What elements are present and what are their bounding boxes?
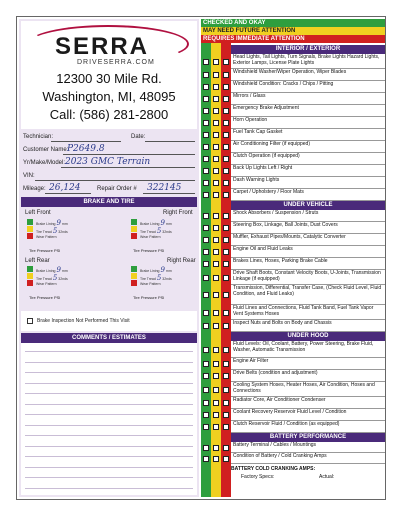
under-hood-item: Drive Belts (condition and adjustment) — [231, 370, 385, 382]
logo-text: SERRA — [55, 33, 150, 60]
interior-yellow-checkbox[interactable] — [213, 192, 219, 198]
left-front-label: Left Front — [25, 210, 51, 216]
under-vehicle-item: Engine Oil and Fluid Leaks — [231, 246, 385, 258]
lf-yellow-swatch[interactable] — [27, 226, 33, 232]
rf-tread-label: Tire Tread — [140, 230, 156, 234]
rf-green-swatch[interactable] — [131, 219, 137, 225]
date-label: Date: — [131, 134, 146, 140]
interior-item: Dash Warning Lights — [231, 177, 385, 189]
interior-item: Back Up Lights Left / Right — [231, 165, 385, 177]
under-vehicle-green-checkbox[interactable] — [203, 249, 209, 255]
interior-red-checkbox[interactable] — [223, 84, 229, 90]
under-hood-red-checkbox[interactable] — [223, 373, 229, 379]
under-vehicle-green-checkbox[interactable] — [203, 261, 209, 267]
rr-tread-value[interactable]: 5 — [156, 274, 162, 282]
interior-yellow-checkbox[interactable] — [213, 180, 219, 186]
comment-line — [25, 488, 193, 489]
interior-yellow-checkbox[interactable] — [213, 168, 219, 174]
left-rear-label: Left Rear — [25, 258, 50, 264]
address-city: Washington, MI, 48095 — [21, 89, 197, 107]
under-vehicle-red-checkbox[interactable] — [223, 261, 229, 267]
interior-yellow-checkbox[interactable] — [213, 132, 219, 138]
rr-brake-label: Brake Lining — [140, 269, 160, 273]
battery-yellow-checkbox[interactable] — [213, 445, 219, 451]
lf-brake-value[interactable]: 9 — [56, 219, 61, 227]
under-vehicle-yellow-checkbox[interactable] — [213, 261, 219, 267]
lr-tread-unit: 32nds — [58, 277, 68, 281]
lf-wheel-box — [27, 219, 87, 247]
right-rear-label: Right Rear — [167, 258, 196, 264]
under-hood-green-checkbox[interactable] — [203, 347, 209, 353]
right-column — [201, 19, 385, 497]
lr-green-swatch[interactable] — [27, 266, 33, 272]
under-hood-item: Fluid Levels: Oil, Coolant, Battery, Power Steering, Brake Fluid, Washer, Automatic Transmission — [231, 341, 385, 358]
rf-red-swatch[interactable] — [131, 233, 137, 239]
mileage-row — [21, 183, 197, 196]
lf-brake-label: Brake Lining — [36, 222, 56, 226]
interior-yellow-checkbox[interactable] — [213, 84, 219, 90]
left-column — [19, 19, 199, 497]
interior-item: Windshield Condition: Cracks / Chips / Pitting — [231, 81, 385, 93]
under-hood-green-checkbox[interactable] — [203, 373, 209, 379]
comment-line — [25, 435, 193, 436]
interior-yellow-checkbox[interactable] — [213, 120, 219, 126]
right-front-label: Right Front — [163, 210, 193, 216]
under-vehicle-red-checkbox[interactable] — [223, 225, 229, 231]
cca-label: BATTERY COLD CRANKING AMPS: — [231, 466, 316, 472]
rr-yellow-swatch[interactable] — [131, 273, 137, 279]
comment-line — [25, 414, 193, 415]
customer-label: Customer Name: — [23, 147, 69, 153]
under-hood-item: Coolant Recovery Reservoir Fluid Level / Condition — [231, 409, 385, 421]
rf-wear-label: Wear Pattern — [140, 235, 161, 239]
repair-order-label: Repair Order # — [97, 186, 137, 192]
rr-pressure-label: Tire Pressure PSI — [133, 295, 165, 300]
customer-row — [21, 144, 197, 157]
rf-pressure-label: Tire Pressure PSI — [133, 248, 165, 253]
lr-red-swatch[interactable] — [27, 280, 33, 286]
interior-green-checkbox[interactable] — [203, 180, 209, 186]
lr-brake-unit: mm — [61, 269, 68, 273]
under-vehicle-item: Transmission, Differential, Transfer Case, (Check Fluid Level, Fluid Condition, and Fluid Leaks) — [231, 285, 385, 305]
vin-label: VIN: — [23, 173, 35, 179]
interior-red-checkbox[interactable] — [223, 132, 229, 138]
rf-tread-unit: 32nds — [162, 230, 172, 234]
comment-line — [25, 383, 193, 384]
technician-row — [21, 131, 197, 144]
under-vehicle-green-checkbox[interactable] — [203, 237, 209, 243]
under-hood-green-checkbox[interactable] — [203, 387, 209, 393]
interior-yellow-checkbox[interactable] — [213, 156, 219, 162]
battery-green-checkbox[interactable] — [203, 456, 209, 462]
under-hood-red-checkbox[interactable] — [223, 361, 229, 367]
rr-brake-unit: mm — [165, 269, 172, 273]
under-vehicle-yellow-checkbox[interactable] — [213, 249, 219, 255]
under-vehicle-red-checkbox[interactable] — [223, 249, 229, 255]
interior-green-checkbox[interactable] — [203, 120, 209, 126]
comment-line — [25, 351, 193, 352]
under-vehicle-yellow-checkbox[interactable] — [213, 292, 219, 298]
under-vehicle-item: Drive Shaft Boots, Constant Velocity Boots, U-Joints, Transmission Linkage (if equipped) — [231, 270, 385, 285]
comment-line — [25, 477, 193, 478]
interior-green-checkbox[interactable] — [203, 144, 209, 150]
logo-url: DRIVESERRA.COM — [77, 59, 155, 66]
under-hood-red-checkbox[interactable] — [223, 412, 229, 418]
battery-item: Condition of Battery / Cold Cranking Amps — [231, 453, 385, 464]
under-vehicle-green-checkbox[interactable] — [203, 323, 209, 329]
under-hood-red-checkbox[interactable] — [223, 347, 229, 353]
under-hood-green-checkbox[interactable] — [203, 361, 209, 367]
brake-not-performed-label: Brake Inspection Not Performed This Visit — [37, 318, 130, 324]
comment-line — [25, 393, 193, 394]
brake-tire-header: BRAKE AND TIRE — [21, 197, 197, 207]
inspection-form — [16, 16, 386, 500]
interior-red-checkbox[interactable] — [223, 96, 229, 102]
under-vehicle-red-checkbox[interactable] — [223, 292, 229, 298]
interior-red-checkbox[interactable] — [223, 156, 229, 162]
interior-yellow-checkbox[interactable] — [213, 108, 219, 114]
under-vehicle-header: UNDER VEHICLE — [231, 201, 385, 210]
under-hood-yellow-checkbox[interactable] — [213, 424, 219, 430]
under-hood-yellow-checkbox[interactable] — [213, 361, 219, 367]
interior-green-checkbox[interactable] — [203, 168, 209, 174]
logo — [21, 21, 197, 71]
under-vehicle-yellow-checkbox[interactable] — [213, 323, 219, 329]
interior-green-checkbox[interactable] — [203, 156, 209, 162]
interior-yellow-checkbox[interactable] — [213, 96, 219, 102]
ymm-label: Yr/Make/Model: — [23, 160, 66, 166]
under-vehicle-green-checkbox[interactable] — [203, 310, 209, 316]
address-street: 12300 30 Mile Rd. — [21, 71, 197, 89]
interior-item: Mirrors / Glass — [231, 93, 385, 105]
rf-brake-unit: mm — [165, 222, 172, 226]
battery-red-checkbox[interactable] — [223, 445, 229, 451]
battery-red-checkbox[interactable] — [223, 456, 229, 462]
interior-red-checkbox[interactable] — [223, 168, 229, 174]
under-vehicle-green-checkbox[interactable] — [203, 275, 209, 281]
rr-brake-value[interactable]: 9 — [160, 266, 165, 274]
interior-green-checkbox[interactable] — [203, 108, 209, 114]
comment-line — [25, 404, 193, 405]
under-hood-item: Radiator Core, Air Conditioner Condenser — [231, 397, 385, 409]
interior-item: Air Conditioning Filter (if equipped) — [231, 141, 385, 153]
battery-yellow-checkbox[interactable] — [213, 456, 219, 462]
under-hood-green-checkbox[interactable] — [203, 412, 209, 418]
comments-header: COMMENTS / ESTIMATES — [21, 333, 197, 343]
under-hood-yellow-checkbox[interactable] — [213, 412, 219, 418]
under-hood-item: Engine Air Filter — [231, 358, 385, 370]
lf-green-swatch[interactable] — [27, 219, 33, 225]
under-hood-yellow-checkbox[interactable] — [213, 400, 219, 406]
under-vehicle-item: Muffler, Exhaust Pipes/Mounts, Catalytic Converter — [231, 234, 385, 246]
lr-tread-value[interactable]: 5 — [52, 274, 58, 282]
battery-green-checkbox[interactable] — [203, 445, 209, 451]
rr-wheel-box — [131, 266, 191, 294]
lf-tread-label: Tire Tread — [36, 230, 52, 234]
rf-yellow-swatch[interactable] — [131, 226, 137, 232]
legend-yellow: MAY NEED FUTURE ATTENTION — [201, 27, 385, 35]
lr-brake-value[interactable]: 9 — [56, 266, 61, 274]
rf-wheel-box — [131, 219, 191, 247]
phone: Call: (586) 281-2800 — [21, 107, 197, 129]
lf-red-swatch[interactable] — [27, 233, 33, 239]
comment-line — [25, 467, 193, 468]
under-vehicle-yellow-checkbox[interactable] — [213, 275, 219, 281]
under-vehicle-red-checkbox[interactable] — [223, 237, 229, 243]
vin-row — [21, 170, 197, 183]
rr-wear-label: Wear Pattern — [140, 282, 161, 286]
mileage-value[interactable]: 26,124 — [49, 183, 81, 193]
legend-red: REQUIRES IMMEDIATE ATTENTION — [201, 35, 385, 43]
customer-value[interactable]: P2649.8 — [67, 144, 105, 154]
lf-pressure-label: Tire Pressure PSI — [29, 248, 61, 253]
comment-line — [25, 456, 193, 457]
rf-brake-value[interactable]: 9 — [160, 219, 165, 227]
interior-red-checkbox[interactable] — [223, 108, 229, 114]
under-hood-yellow-checkbox[interactable] — [213, 387, 219, 393]
ymm-value[interactable]: 2023 GMC Terrain — [65, 157, 151, 167]
interior-green-checkbox[interactable] — [203, 96, 209, 102]
interior-item: Head Lights, Tail Lights, Turn Signals, Brake Lights Hazard Lights, Exterior Lamps, License Plate Lights — [231, 54, 385, 69]
interior-green-checkbox[interactable] — [203, 132, 209, 138]
under-vehicle-red-checkbox[interactable] — [223, 275, 229, 281]
interior-item: Horn Operation — [231, 117, 385, 129]
lf-brake-unit: mm — [61, 222, 68, 226]
under-vehicle-green-checkbox[interactable] — [203, 292, 209, 298]
interior-green-checkbox[interactable] — [203, 192, 209, 198]
brake-not-performed-row — [21, 311, 197, 331]
comment-line — [25, 446, 193, 447]
under-vehicle-item: Steering Box, Linkage, Ball Joints, Dust Covers — [231, 222, 385, 234]
interior-green-checkbox[interactable] — [203, 59, 209, 65]
under-hood-red-checkbox[interactable] — [223, 387, 229, 393]
interior-item: Windshield Washer/Wiper Operation, Wiper Blades — [231, 69, 385, 81]
interior-item: Emergency Brake Adjustment — [231, 105, 385, 117]
under-vehicle-red-checkbox[interactable] — [223, 310, 229, 316]
under-vehicle-item: Fluid Lines and Connections, Fluid Tank Band, Fuel Tank Vapor Vent Systems Hoses — [231, 305, 385, 320]
under-hood-red-checkbox[interactable] — [223, 400, 229, 406]
lr-brake-label: Brake Lining — [36, 269, 56, 273]
under-hood-header: UNDER HOOD — [231, 332, 385, 341]
under-vehicle-yellow-checkbox[interactable] — [213, 310, 219, 316]
rr-red-swatch[interactable] — [131, 280, 137, 286]
interior-green-checkbox[interactable] — [203, 72, 209, 78]
interior-green-checkbox[interactable] — [203, 84, 209, 90]
interior-yellow-checkbox[interactable] — [213, 72, 219, 78]
factory-specs-label: Factory Specs: — [241, 474, 275, 480]
lr-wheel-box — [27, 266, 87, 294]
interior-exterior-header: INTERIOR / EXTERIOR — [231, 45, 385, 54]
interior-yellow-checkbox[interactable] — [213, 59, 219, 65]
interior-red-checkbox[interactable] — [223, 180, 229, 186]
interior-red-checkbox[interactable] — [223, 72, 229, 78]
interior-red-checkbox[interactable] — [223, 144, 229, 150]
lf-wear-label: Wear Pattern — [36, 235, 57, 239]
lr-tread-label: Tire Tread — [36, 277, 52, 281]
under-hood-item: Clutch Reservoir Fluid / Condition (as equipped) — [231, 421, 385, 433]
under-vehicle-green-checkbox[interactable] — [203, 213, 209, 219]
rr-tread-label: Tire Tread — [140, 277, 156, 281]
interior-item: Carpet / Upholstery / Floor Mats — [231, 189, 385, 201]
interior-item: Fuel Tank Cap Gasket — [231, 129, 385, 141]
under-hood-green-checkbox[interactable] — [203, 424, 209, 430]
under-vehicle-yellow-checkbox[interactable] — [213, 237, 219, 243]
interior-yellow-checkbox[interactable] — [213, 144, 219, 150]
comment-line — [25, 362, 193, 363]
battery-item: Battery Terminal / Cables / Mountings — [231, 442, 385, 453]
under-hood-yellow-checkbox[interactable] — [213, 347, 219, 353]
rf-brake-label: Brake Lining — [140, 222, 160, 226]
mileage-label: Mileage: — [23, 186, 46, 192]
under-vehicle-item: Brakes Lines, Hoses, Parking Brake Cable — [231, 258, 385, 270]
technician-label: Technician: — [23, 134, 54, 140]
interior-red-checkbox[interactable] — [223, 192, 229, 198]
ymm-row — [21, 157, 197, 170]
brake-not-performed-checkbox[interactable] — [27, 318, 33, 324]
under-hood-yellow-checkbox[interactable] — [213, 373, 219, 379]
under-hood-red-checkbox[interactable] — [223, 424, 229, 430]
under-hood-item: Cooling System Hoses, Heater Hoses, Air Condition, Hoses and Connections — [231, 382, 385, 397]
comments-area[interactable] — [21, 343, 197, 495]
under-vehicle-red-checkbox[interactable] — [223, 323, 229, 329]
under-vehicle-yellow-checkbox[interactable] — [213, 225, 219, 231]
lf-tread-unit: 32nds — [58, 230, 68, 234]
lf-tread-value[interactable]: 5 — [52, 227, 58, 235]
comment-line — [25, 425, 193, 426]
battery-performance-header: BATTERY PERFORMANCE — [231, 433, 385, 442]
actual-label: Actual: — [319, 474, 335, 480]
under-vehicle-item: Inspect Nuts and Bolts on Body and Chassis — [231, 320, 385, 332]
interior-item: Clutch Operation (if equipped) — [231, 153, 385, 165]
under-vehicle-green-checkbox[interactable] — [203, 225, 209, 231]
rr-green-swatch[interactable] — [131, 266, 137, 272]
interior-red-checkbox[interactable] — [223, 120, 229, 126]
under-hood-green-checkbox[interactable] — [203, 400, 209, 406]
under-vehicle-yellow-checkbox[interactable] — [213, 213, 219, 219]
interior-red-checkbox[interactable] — [223, 59, 229, 65]
comment-line — [25, 372, 193, 373]
lr-yellow-swatch[interactable] — [27, 273, 33, 279]
lr-pressure-label: Tire Pressure PSI — [29, 295, 61, 300]
under-vehicle-item: Shock Absorbers / Suspension / Struts — [231, 210, 385, 222]
legend-green: CHECKED AND OKAY — [201, 19, 385, 27]
lr-wear-label: Wear Pattern — [36, 282, 57, 286]
under-vehicle-red-checkbox[interactable] — [223, 213, 229, 219]
rr-tread-unit: 32nds — [162, 277, 172, 281]
rf-tread-value[interactable]: 5 — [156, 227, 162, 235]
repair-order-value[interactable]: 322145 — [147, 183, 182, 193]
